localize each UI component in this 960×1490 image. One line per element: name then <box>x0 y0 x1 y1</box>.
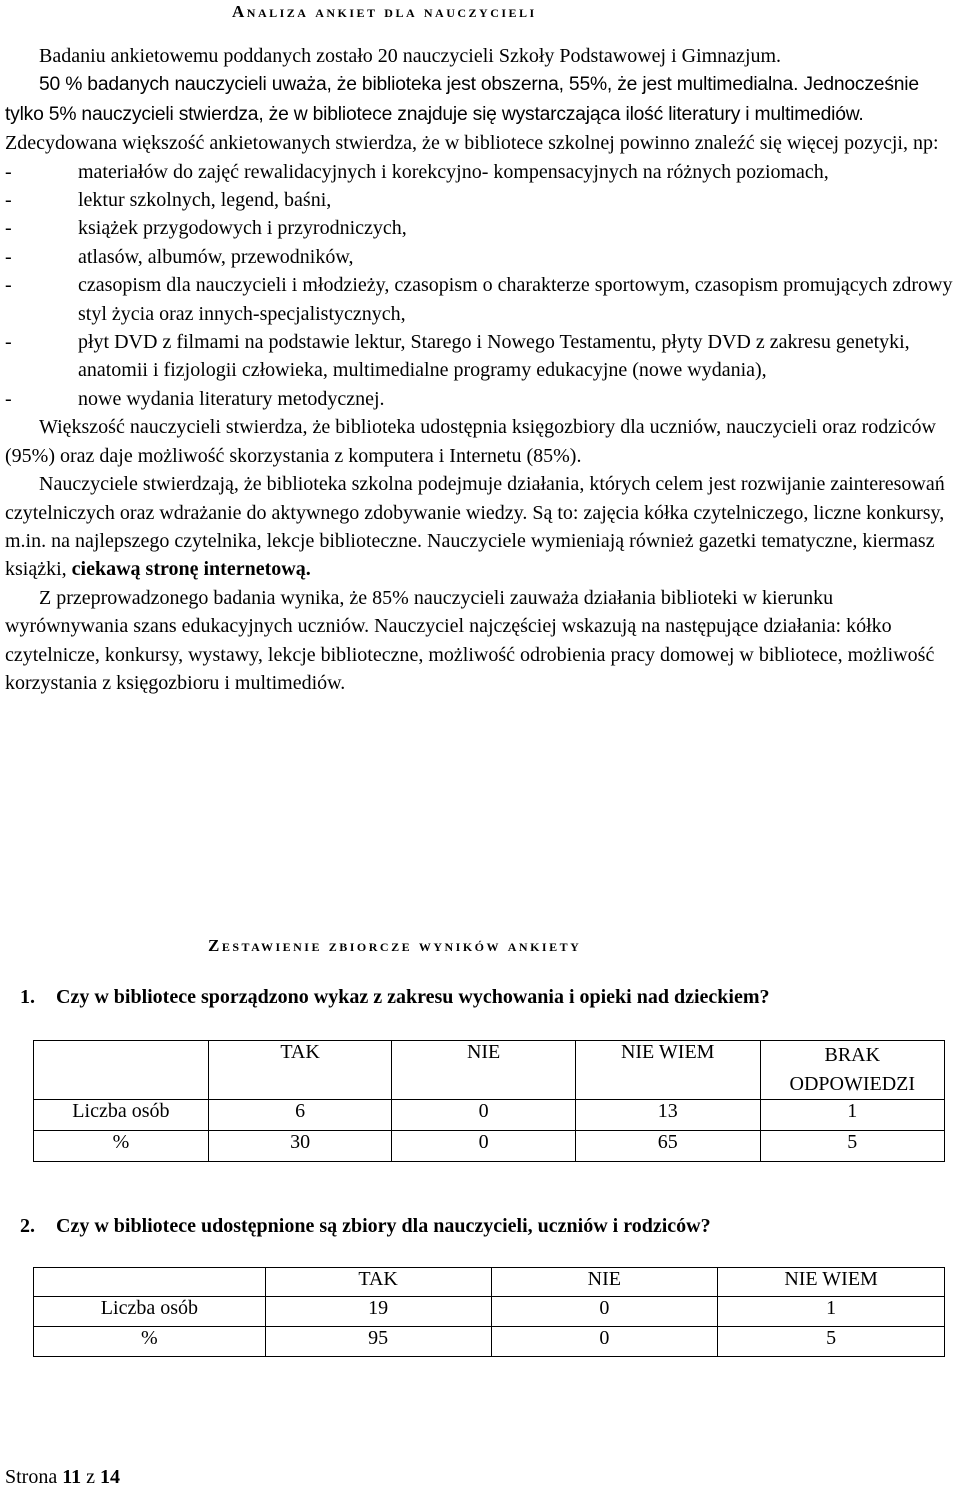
table-row: % 30 0 65 5 <box>34 1131 945 1162</box>
paragraph-5: Z przeprowadzonego badania wynika, że 85% nauczycieli zauważa działania biblioteki w kierunku wyrównywania szans edukacyjnych uczniów. Nauczyciel najczęściej wskazują na następujące działania: kółko czytelnicze, konkursy, wystawy, lekcje biblioteczne, możliwość odrobienia pracy domowej w bibliotece, możliwość korzystania z księgozbioru i multimediów. <box>5 586 935 694</box>
paragraph-2-part-a: 50 % badanych nauczycieli uważa, że biblioteka jest obszerna, 55%, że jest multimedialna. Jednocześnie tylko 5% nauczycieli stwierdza, że w bibliotece znajduje się wystarczająca ilość literatury i multimediów. <box>5 74 919 125</box>
analysis-text <box>5 42 955 697</box>
footer-of: z <box>86 1466 96 1488</box>
question-1-number: 1. <box>20 986 35 1008</box>
summary-heading: Zestawienie zbiorcze wyników ankiety <box>208 936 582 955</box>
table-row: TAK NIE NIE WIEM <box>34 1268 945 1297</box>
question-2-text: Czy w bibliotece udostępnione są zbiory dla nauczycieli, uczniów i rodziców? <box>56 1215 711 1237</box>
question-1-table <box>33 1040 945 1162</box>
paragraph-4-bold: ciekawą stronę internetową. <box>71 558 311 581</box>
page-heading: Analiza ankiet dla nauczycieli <box>232 2 537 21</box>
footer-total-pages: 14 <box>100 1466 121 1488</box>
footer-page-number: 11 <box>62 1466 82 1488</box>
page-footer <box>5 1466 120 1489</box>
list-item: - książek przygodowych i przyrodniczych, <box>5 217 407 240</box>
list-item: - atlasów, albumów, przewodników, <box>5 245 354 268</box>
table-row: TAK NIE NIE WIEM BRAK ODPOWIEDZI <box>34 1041 945 1100</box>
table-row: Liczba osób 6 0 13 1 <box>34 1100 945 1131</box>
footer-label: Strona <box>5 1466 58 1488</box>
list-item: - płyt DVD z filmami na podstawie lektur, Starego i Nowego Testamentu, płyty DVD z zakresu genetyki, anatomii i fizjologii człowieka, multimedialne programy edukacyjne (nowe wydania), <box>5 331 910 382</box>
question-2-table <box>33 1267 945 1357</box>
paragraph-1: Badaniu ankietowemu poddanych zostało 20 nauczycieli Szkoły Podstawowej i Gimnazjum. <box>39 45 782 67</box>
question-1-text: Czy w bibliotece sporządzono wykaz z zakresu wychowania i opieki nad dzieckiem? <box>56 986 770 1008</box>
question-1 <box>20 986 770 1009</box>
list-item: - lektur szkolnych, legend, baśni, <box>5 189 332 212</box>
paragraph-3: Większość nauczycieli stwierdza, że biblioteka udostępnia księgozbiory dla uczniów, nauczycieli oraz rodziców (95%) oraz daje możliwość skorzystania z komputera i Internetu (85%). <box>5 416 936 467</box>
table-row: Liczba osób 19 0 1 <box>34 1297 945 1327</box>
paragraph-2 <box>5 70 955 157</box>
question-2-number: 2. <box>20 1215 35 1237</box>
table-row: % 95 0 5 <box>34 1327 945 1357</box>
paragraph-2-part-b: Zdecydowana większość ankietowanych stwierdza, że w bibliotece szkolnej powinno znaleźć się więcej pozycji, np: <box>5 132 939 155</box>
bullet-list <box>5 158 955 414</box>
list-item: - nowe wydania literatury metodycznej. <box>5 387 385 410</box>
question-2 <box>20 1215 711 1238</box>
list-item: - czasopism dla nauczycieli i młodzieży, czasopism o charakterze sportowym, czasopism promujących zdrowy styl życia oraz innych-specjalistycznych, <box>5 274 953 325</box>
paragraph-4: Nauczyciele stwierdzają, że biblioteka szkolna podejmuje działania, których celem jest rozwijanie zainteresowań czytelniczych oraz wdrażanie do aktywnego zdobywanie wiedzy. Są to: zajęcia kółka czytelniczego, liczne konkursy, m.in. na najlepszego czytelnika, lekcje biblioteczne. Nauczyciele wymieniają również gazetki tematyczne, kiermasz książki, ciekawą stronę internetową. <box>5 473 945 581</box>
list-item: - materiałów do zajęć rewalidacyjnych i korekcyjno- kompensacyjnych na różnych poziomach, <box>5 160 829 183</box>
